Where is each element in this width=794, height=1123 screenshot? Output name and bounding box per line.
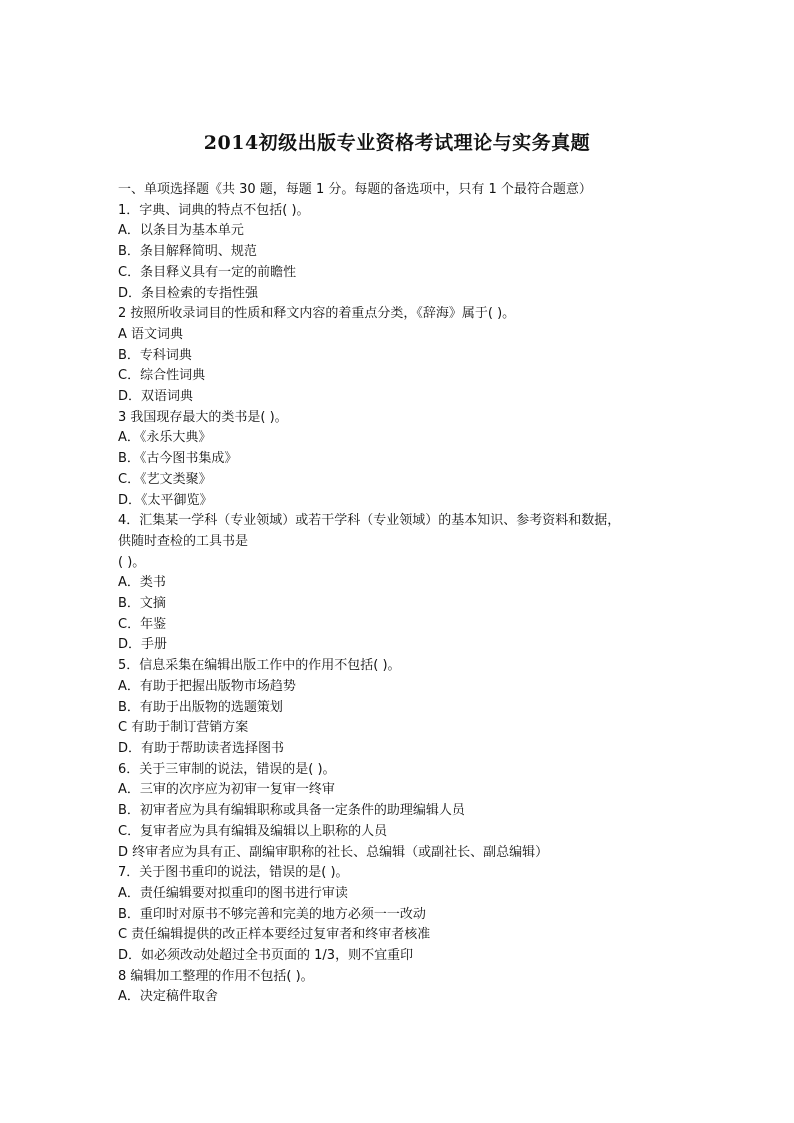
document-title: 2014初级出版专业资格考试理论与实务真题 [203,132,591,154]
text-line: 8 编辑加工整理的作用不包括( )。 [118,968,314,984]
text-line: C．综合性词典 [118,368,206,384]
text-line: C．复审者应为具有编辑及编辑以上职称的人员 [118,823,388,839]
text-line: 4．汇集某一学科（专业领域）或若干学科（专业领域）的基本知识、参考资料和数据， [118,513,621,529]
text-line: B．专科词典 [118,347,192,363]
document-body [118,180,678,1008]
text-line: A．有助于把握出版物市场趋势 [118,678,296,694]
text-line: 供随时查检的工具书是 [118,533,249,549]
text-line: A．《永乐大典》 [118,430,212,446]
text-line: A 语文词典 [118,326,184,342]
text-line: A．三审的次序应为初审一复审一终审 [118,782,335,798]
text-line: 7．关于图书重印的说法，错误的是( )。 [118,865,349,881]
text-line: B．文摘 [118,596,166,612]
text-line: 一、单项选择题《共 30 题，每题 1 分。每题的备选项中，只有 1 个最符合题意） [118,182,592,197]
text-line: D．手册 [118,637,168,653]
text-line: D 终审者应为具有正、副编审职称的社长、总编辑（或副社长、副总编辑） [118,844,549,860]
text-line: 6．关于三审制的说法，错误的是( )。 [118,761,336,777]
text-line: D．条目检索的专指性强 [118,285,259,301]
text-line: C．条目释义具有一定的前瞻性 [118,264,297,280]
text-line: B．有助于出版物的选题策划 [118,699,283,715]
text-line: D．有助于帮助读者选择图书 [118,740,285,756]
text-line: A．以条目为基本单元 [118,223,244,239]
text-line: 2 按照所收录词目的性质和释文内容的着重点分类，《辞海》属于( )。 [118,306,516,322]
text-line: B．初审者应为具有编辑职称或具备一定条件的助理编辑人员 [118,803,465,819]
text-line: C 责任编辑提供的改正样本要经过复审者和终审者核准 [118,927,431,943]
text-line: D．如必须改动处超过全书页面的 1/3，则不宜重印 [118,948,414,964]
text-line: C 有助于制订营销方案 [118,720,249,736]
text-line: C．年鉴 [118,616,167,632]
text-line: A．类书 [118,575,166,591]
text-line: 1．字典、词典的特点不包括( )。 [118,202,310,218]
text-line: B．条目解释简明、规范 [118,244,257,260]
text-line: 3 我国现存最大的类书是( )。 [118,409,288,425]
text-line: ( )。 [118,554,146,570]
text-line: B．重印时对原书不够完善和完美的地方必须一一改动 [118,906,426,922]
text-line: B．《古今图书集成》 [118,451,238,467]
text-line: A．决定稿件取舍 [118,989,218,1005]
text-line: A．责任编辑要对拟重印的图书进行审读 [118,885,348,901]
text-line: D．《太平御览》 [118,492,213,508]
text-line: D．双语词典 [118,389,194,405]
text-line: C．《艺文类聚》 [118,471,212,487]
text-line: 5．信息采集在编辑出版工作中的作用不包括( )。 [118,658,401,674]
